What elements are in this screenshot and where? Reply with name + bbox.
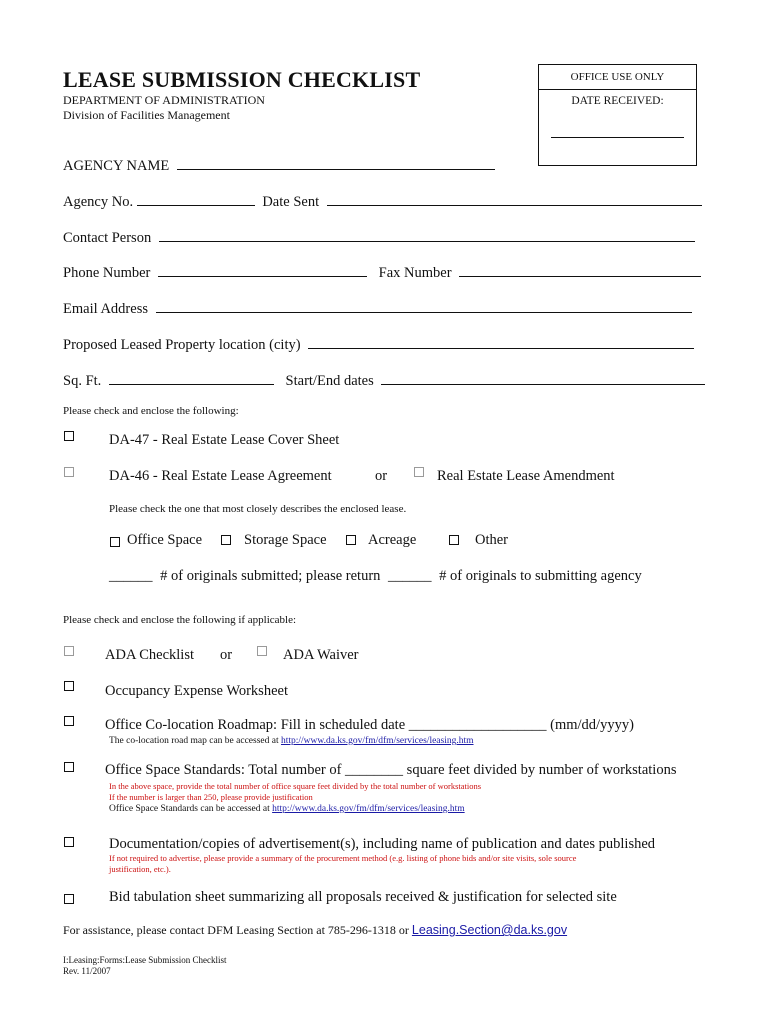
phone-number-label: Phone Number	[63, 265, 151, 281]
documentation-red-note-1: If not required to advertise, please provide a summary of the procurement method (e.g. listing of phone bids and/or site visits, sole source	[109, 853, 577, 863]
agency-no-label: Agency No.	[63, 194, 134, 210]
date-sent-field[interactable]	[327, 192, 702, 206]
other-checkbox[interactable]	[449, 535, 459, 545]
section2-instruction: Please check and enclose the following if applicable:	[63, 614, 297, 626]
ada-checklist-checkbox[interactable]	[64, 646, 74, 656]
department-name: DEPARTMENT OF ADMINISTRATION	[63, 93, 265, 107]
colocation-label: Office Co-location Roadmap: Fill in scheduled date ___________________ (mm/dd/yyyy)	[105, 717, 634, 733]
office-use-box	[538, 64, 697, 166]
agency-name-row	[63, 156, 495, 175]
acreage-checkbox[interactable]	[346, 535, 356, 545]
office-use-title: OFFICE USE ONLY	[539, 65, 696, 90]
date-received-field[interactable]	[551, 137, 684, 138]
section1-instruction: Please check and enclose the following:	[63, 405, 239, 417]
phone-number-field[interactable]	[158, 263, 367, 277]
date-received-label: DATE RECEIVED:	[571, 95, 664, 107]
email-address-label: Email Address	[63, 301, 148, 317]
date-sent-label: Date Sent	[262, 194, 320, 210]
start-end-dates-field[interactable]	[381, 371, 705, 385]
colocation-link[interactable]: http://www.da.ks.gov/fm/dfm/services/leasing.htm	[280, 736, 474, 746]
amendment-label: Real Estate Lease Amendment	[437, 468, 615, 484]
bid-tabulation-label: Bid tabulation sheet summarizing all proposals received & justification for selected site	[109, 889, 617, 905]
sqft-dates-row	[63, 371, 705, 390]
contact-person-row	[63, 228, 695, 247]
leasing-email-link[interactable]: Leasing.Section@da.ks.gov	[411, 923, 568, 937]
phone-fax-row	[63, 263, 701, 282]
documentation-checkbox[interactable]	[64, 837, 74, 847]
occupancy-checkbox[interactable]	[64, 681, 74, 691]
fax-number-field[interactable]	[459, 263, 701, 277]
documentation-label: Documentation/copies of advertisement(s), including name of publication and dates published	[109, 836, 656, 852]
division-name: Division of Facilities Management	[63, 108, 230, 122]
location-row	[63, 335, 694, 354]
email-row	[63, 299, 692, 318]
office-space-label: Office Space	[127, 532, 203, 548]
agency-no-field[interactable]	[137, 192, 255, 206]
sq-ft-label: Sq. Ft.	[63, 373, 102, 389]
ada-checklist-label: ADA Checklist	[105, 647, 195, 663]
contact-person-label: Contact Person	[63, 230, 152, 246]
agency-no-row	[63, 192, 702, 211]
email-address-field[interactable]	[156, 299, 692, 313]
da47-checkbox[interactable]	[64, 431, 74, 441]
originals-submitted-text: # of originals submitted; please return	[160, 568, 381, 584]
start-end-dates-label: Start/End dates	[285, 373, 374, 389]
standards-checkbox[interactable]	[64, 762, 74, 772]
proposed-location-label: Proposed Leased Property location (city)	[63, 337, 301, 353]
amendment-checkbox[interactable]	[414, 467, 424, 477]
standards-red-note-2: If the number is larger than 250, please provide justification	[109, 792, 313, 802]
agency-name-label: AGENCY NAME	[63, 158, 170, 174]
standards-label: Office Space Standards: Total number of ________ square feet divided by number of workstations	[105, 762, 677, 778]
ada-or-text: or	[220, 647, 233, 663]
occupancy-label: Occupancy Expense Worksheet	[105, 683, 288, 699]
storage-space-checkbox[interactable]	[221, 535, 231, 545]
ada-waiver-label: ADA Waiver	[283, 647, 359, 663]
da46-checkbox[interactable]	[64, 467, 74, 477]
file-path: I:Leasing:Forms:Lease Submission Checklist	[63, 955, 227, 965]
revision-date: Rev. 11/2007	[63, 966, 111, 976]
standards-note-text: Office Space Standards can be accessed at	[109, 804, 273, 814]
ada-waiver-checkbox[interactable]	[257, 646, 267, 656]
bid-tabulation-checkbox[interactable]	[64, 894, 74, 904]
sq-ft-field[interactable]	[109, 371, 274, 385]
colocation-checkbox[interactable]	[64, 716, 74, 726]
originals-return-blank[interactable]: ______	[388, 568, 432, 584]
fax-number-label: Fax Number	[378, 265, 452, 281]
originals-row	[109, 568, 642, 585]
form-title: LEASE SUBMISSION CHECKLIST	[63, 67, 421, 92]
storage-space-label: Storage Space	[244, 532, 327, 548]
assistance-line	[63, 923, 567, 938]
da46-label: DA-46 - Real Estate Lease Agreement	[109, 468, 332, 484]
colocation-note-text: The co-location road map can be accessed at	[109, 736, 281, 746]
standards-link[interactable]: http://www.da.ks.gov/fm/dfm/services/leasing.htm	[272, 804, 465, 814]
assistance-text: For assistance, please contact DFM Leasing Section at 785-296-1318 or	[63, 923, 412, 937]
lease-type-instruction: Please check the one that most closely describes the enclosed lease.	[109, 503, 407, 515]
da46-or-text: or	[375, 468, 388, 484]
originals-submitted-blank[interactable]: ______	[109, 568, 153, 584]
office-space-checkbox[interactable]	[110, 537, 120, 547]
da47-label: DA-47 - Real Estate Lease Cover Sheet	[109, 432, 340, 448]
colocation-note	[109, 736, 474, 746]
originals-return-text: # of originals to submitting agency	[439, 568, 642, 584]
acreage-label: Acreage	[368, 532, 417, 548]
agency-name-field[interactable]	[177, 156, 495, 170]
other-label: Other	[475, 532, 509, 548]
documentation-red-note-2: justification, etc.).	[109, 864, 171, 874]
standards-red-note-1: In the above space, provide the total number of office square feet divided by the total number of workstations	[109, 781, 482, 791]
proposed-location-field[interactable]	[308, 335, 694, 349]
standards-note	[109, 804, 465, 814]
contact-person-field[interactable]	[159, 228, 695, 242]
